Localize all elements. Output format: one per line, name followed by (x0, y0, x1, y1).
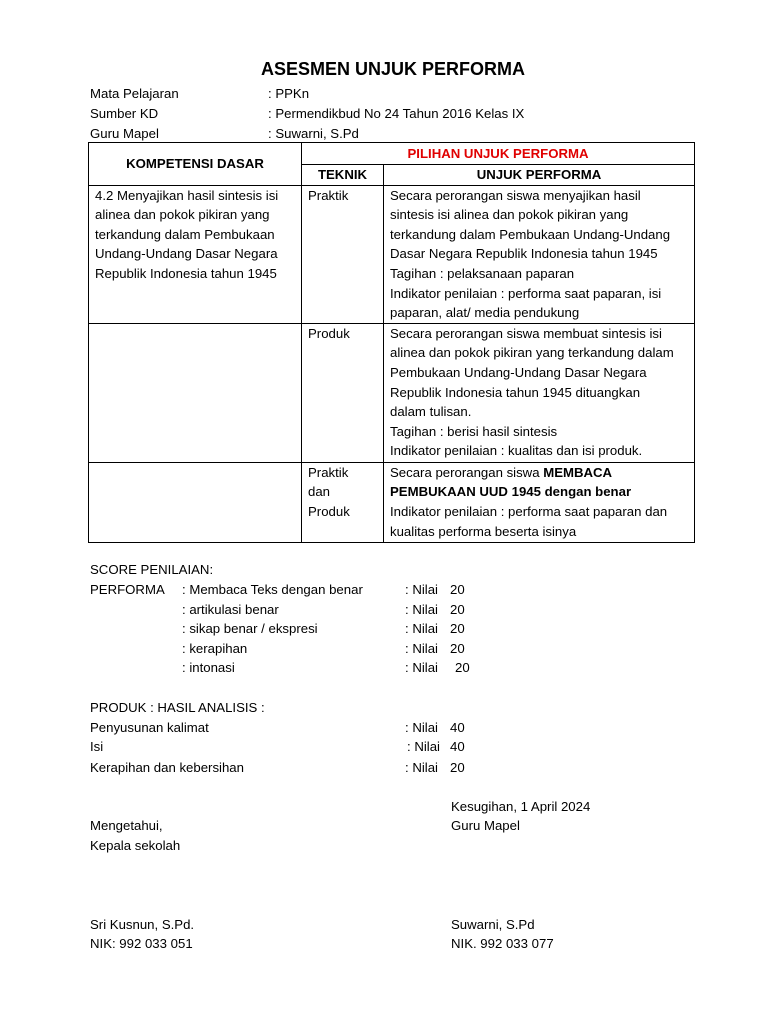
unjuk-line: sintesis isi alinea dan pokok pikiran yang (390, 207, 629, 223)
nilai-value: 20 (450, 582, 465, 597)
teknik-line: Produk (308, 503, 350, 519)
teknik-line: Produk (308, 325, 350, 341)
header-teknik: TEKNIK (302, 165, 384, 186)
kd-cell-empty (89, 462, 302, 542)
table-row (89, 462, 695, 542)
kd-line: 4.2 Menyajikan hasil sintesis isi (95, 187, 279, 203)
performa-item: : kerapihan (182, 641, 248, 656)
place-date: Kesugihan, 1 April 2024 (451, 799, 591, 814)
performa-label: PERFORMA (90, 582, 165, 597)
nilai-label: : Nilai (405, 602, 438, 617)
nilai-value: 40 (450, 739, 465, 754)
nilai-value: 20 (450, 602, 465, 617)
nilai-label: : Nilai (405, 720, 438, 735)
kd-line: alinea dan pokok pikiran yang (95, 207, 270, 223)
nilai-label: : Nilai (405, 760, 438, 775)
kd-cell (89, 185, 302, 323)
score-heading: SCORE PENILAIAN: (90, 562, 214, 577)
produk-item: Isi (90, 739, 104, 754)
meta-label-teacher: Guru Mapel (90, 126, 159, 141)
teacher-name: Suwarni, S.Pd (451, 917, 535, 932)
nilai-label: : Nilai (405, 621, 438, 636)
unjuk-line: dalam tulisan. (390, 404, 472, 420)
table-row (89, 185, 695, 323)
unjuk-line: Tagihan : pelaksanaan paparan (390, 265, 575, 281)
unjuk-line (390, 482, 688, 502)
acknowledged-label: Mengetahui, (90, 818, 163, 833)
unjuk-line: Secara perorangan siswa menyajikan hasil (390, 187, 641, 203)
nilai-value: 20 (450, 760, 465, 775)
kd-line: Republik Indonesia tahun 1945 (95, 265, 277, 281)
meta-value-source: : Permendikbud No 24 Tahun 2016 Kelas IX (268, 106, 525, 121)
unjuk-line: Indikator penilaian : performa saat paparan dan (390, 503, 668, 519)
assessment-table (88, 142, 695, 543)
unjuk-text: Secara perorangan siswa (390, 464, 544, 480)
unjuk-cell (384, 462, 695, 542)
nilai-label: : Nilai (407, 739, 440, 754)
kd-line: Undang-Undang Dasar Negara (95, 246, 278, 262)
unjuk-cell (384, 185, 695, 323)
unjuk-line: Pembukaan Undang-Undang Dasar Negara (390, 364, 647, 380)
produk-item: Kerapihan dan kebersihan (90, 760, 244, 775)
performa-item: : sikap benar / ekspresi (182, 621, 318, 636)
unjuk-line: Secara perorangan siswa membuat sintesis isi (390, 325, 662, 341)
nilai-label: : Nilai (405, 660, 438, 675)
nilai-value: 40 (450, 720, 465, 735)
performa-item: : artikulasi benar (182, 602, 279, 617)
unjuk-line: Dasar Negara Republik Indonesia tahun 1945 (390, 246, 658, 262)
unjuk-line: alinea dan pokok pikiran yang terkandung dalam (390, 345, 674, 361)
teknik-cell (302, 323, 384, 462)
unjuk-bold-text: MEMBACA (543, 464, 613, 480)
produk-item: Penyusunan kalimat (90, 720, 209, 735)
performa-item: : Membaca Teks dengan benar (182, 582, 363, 597)
produk-heading: PRODUK : HASIL ANALISIS : (90, 700, 265, 715)
teknik-line: dan (308, 484, 331, 500)
nilai-label: : Nilai (405, 582, 438, 597)
nilai-value: 20 (450, 641, 465, 656)
unjuk-line (390, 463, 688, 483)
header-kompetensi-dasar: KOMPETENSI DASAR (89, 143, 302, 186)
unjuk-line: Indikator penilaian : kualitas dan isi produk. (390, 443, 643, 459)
unjuk-line: Republik Indonesia tahun 1945 dituangkan (390, 384, 641, 400)
teknik-line: Praktik (308, 187, 349, 203)
nilai-label: : Nilai (405, 641, 438, 656)
nilai-value: 20 (450, 621, 465, 636)
teacher-nik: NIK. 992 033 077 (451, 936, 554, 951)
meta-label-subject: Mata Pelajaran (90, 86, 179, 101)
teknik-cell (302, 462, 384, 542)
principal-role: Kepala sekolah (90, 838, 181, 853)
kd-cell-empty (89, 323, 302, 462)
unjuk-cell (384, 323, 695, 462)
unjuk-line: kualitas performa beserta isinya (390, 523, 577, 539)
unjuk-bold-text: PEMBUKAAN UUD 1945 dengan benar (390, 484, 632, 500)
page-title: ASESMEN UNJUK PERFORMA (260, 59, 526, 79)
meta-label-source: Sumber KD (90, 106, 159, 121)
teknik-line: Praktik (308, 464, 349, 480)
unjuk-line: paparan, alat/ media pendukung (390, 305, 580, 321)
unjuk-line: terkandung dalam Pembukaan Undang-Undang (390, 226, 671, 242)
meta-value-teacher: : Suwarni, S.Pd (268, 126, 359, 141)
header-unjuk-performa: UNJUK PERFORMA (384, 165, 695, 186)
unjuk-line: Indikator penilaian : performa saat paparan, isi (390, 285, 662, 301)
table-row (89, 323, 695, 462)
unjuk-line: Tagihan : berisi hasil sintesis (390, 423, 558, 439)
meta-value-subject: : PPKn (268, 86, 310, 101)
principal-name: Sri Kusnun, S.Pd. (90, 917, 195, 932)
teacher-role: Guru Mapel (451, 818, 520, 833)
header-pilihan-unjuk-performa: PILIHAN UNJUK PERFORMA (302, 143, 695, 165)
kd-line: terkandung dalam Pembukaan (95, 226, 275, 242)
nilai-value: 20 (455, 660, 470, 675)
performa-item: : intonasi (182, 660, 235, 675)
teknik-cell (302, 185, 384, 323)
principal-nik: NIK: 992 033 051 (90, 936, 193, 951)
